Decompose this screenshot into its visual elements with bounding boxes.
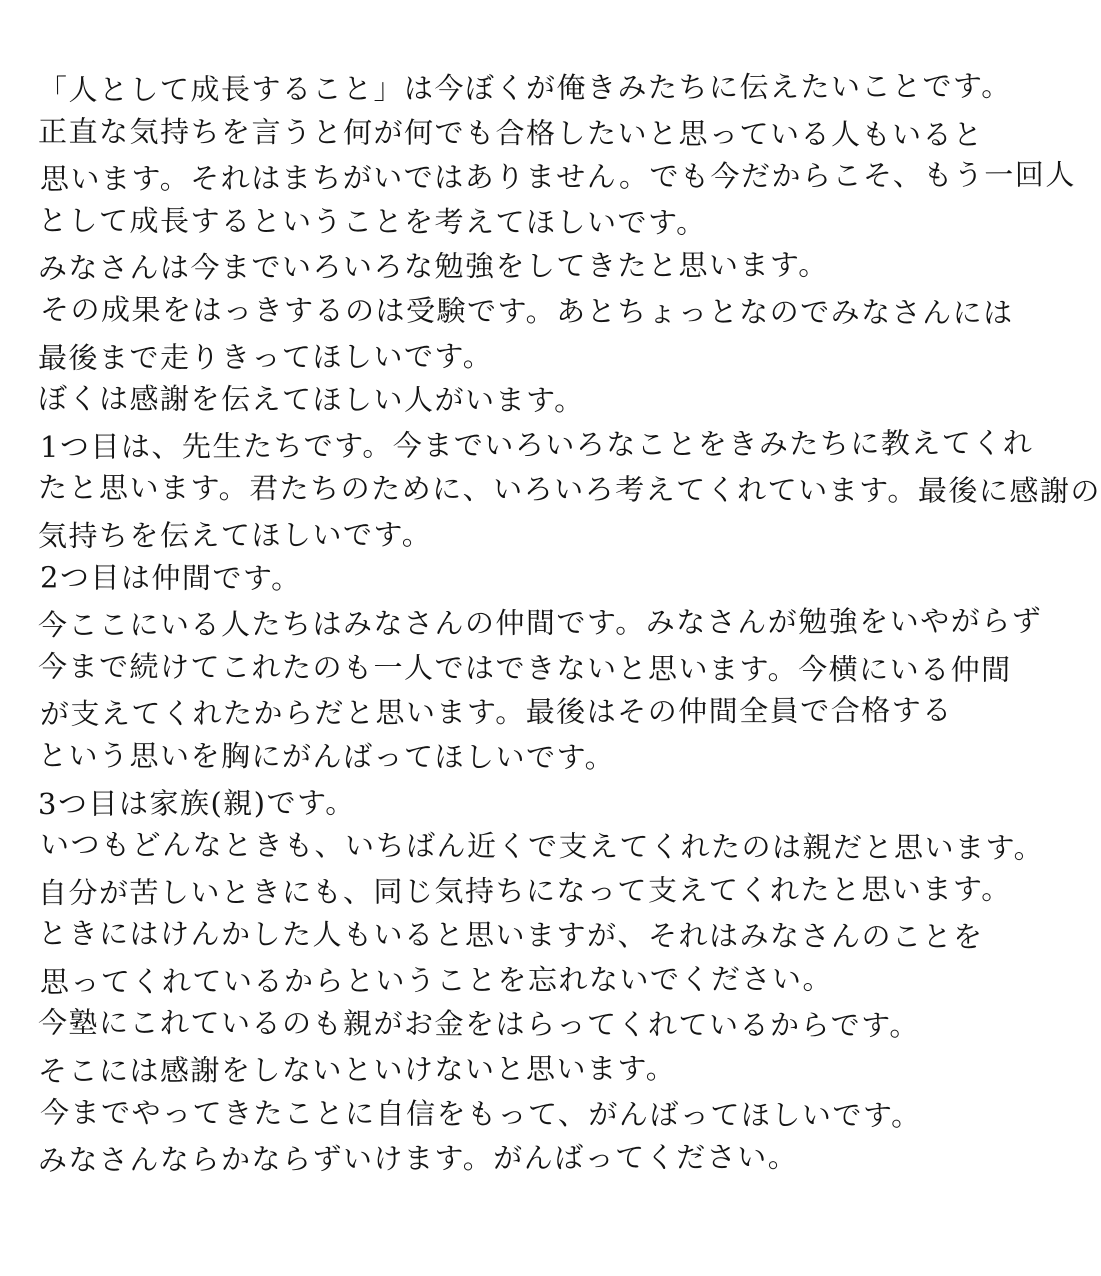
- letter-line-6: その成果をはっきするのは受験です。あとちょっとなのでみなさんには: [39, 292, 1014, 330]
- letter-line-8: ぼくは感謝を伝えてほしい人がいます。: [37, 381, 585, 418]
- letter-line-15: が支えてくれたからだと思います。最後はその仲間全員で合格する: [39, 693, 953, 732]
- letter-line-13: 今ここにいる人たちはみなさんの仲間です。みなさんが勉強をいやがらず: [37, 603, 1043, 643]
- letter-line-7: 最後まで走りきってほしいです。: [37, 338, 494, 375]
- letter-line-9: 1つ目は、先生たちです。今までいろいろなことをきみたちに教えてくれ: [39, 425, 1034, 464]
- letter-line-10: たと思います。君たちのために、いろいろ考えてくれています。最後に感謝の: [37, 470, 1101, 509]
- letter-line-14: 今まで続けてこれたのも一人ではできないと思います。今横にいる仲間: [37, 649, 1012, 687]
- letter-line-17: 3つ目は家族(親)です。: [37, 785, 356, 821]
- letter-line-20: ときにはけんかした人もいると思いますが、それはみなさんのことを: [37, 916, 984, 954]
- letter-line-11: 気持ちを伝えてほしいです。: [37, 517, 433, 553]
- letter-line-12: 2つ目は仲間です。: [39, 559, 302, 595]
- letter-line-4: として成長するということを考えてほしいです。: [37, 203, 707, 240]
- letter-line-19: 自分が苦しいときにも、同じ気持ちになって支えてくれたと思います。: [37, 871, 1012, 910]
- letter-line-24: 今までやってきたことに自信をもって、がんばってほしいです。: [39, 1095, 922, 1133]
- letter-line-22: 今塾にこれているのも親がお金をはらってくれているからです。: [37, 1005, 920, 1043]
- letter-line-16: という思いを胸にがんばってほしいです。: [37, 738, 616, 775]
- letter-line-3: 思います。それはまちがいではありません。でも今だからこそ、もう一回人: [39, 157, 1076, 197]
- letter-line-21: 思ってくれているからということを忘れないでください。: [39, 961, 834, 999]
- letter-line-5: みなさんは今までいろいろな勉強をしてきたと思います。: [37, 247, 829, 286]
- letter-line-18: いつもどんなときも、いちばん近くで支えてくれたのは親だと思います。: [39, 827, 1045, 865]
- letter-body: [37, 66, 1101, 1181]
- letter-line-25: みなさんならかならずいけます。がんばってください。: [37, 1139, 799, 1178]
- letter-line-2: 正直な気持ちを言うと何が何でも合格したいと思っている人もいると: [37, 113, 984, 152]
- letter-line-23: そこには感謝をしないといけないと思います。: [37, 1051, 677, 1089]
- letter-line-1: 「人として成長すること」は今ぼくが俺きみたちに伝えたいことです。: [37, 68, 1012, 108]
